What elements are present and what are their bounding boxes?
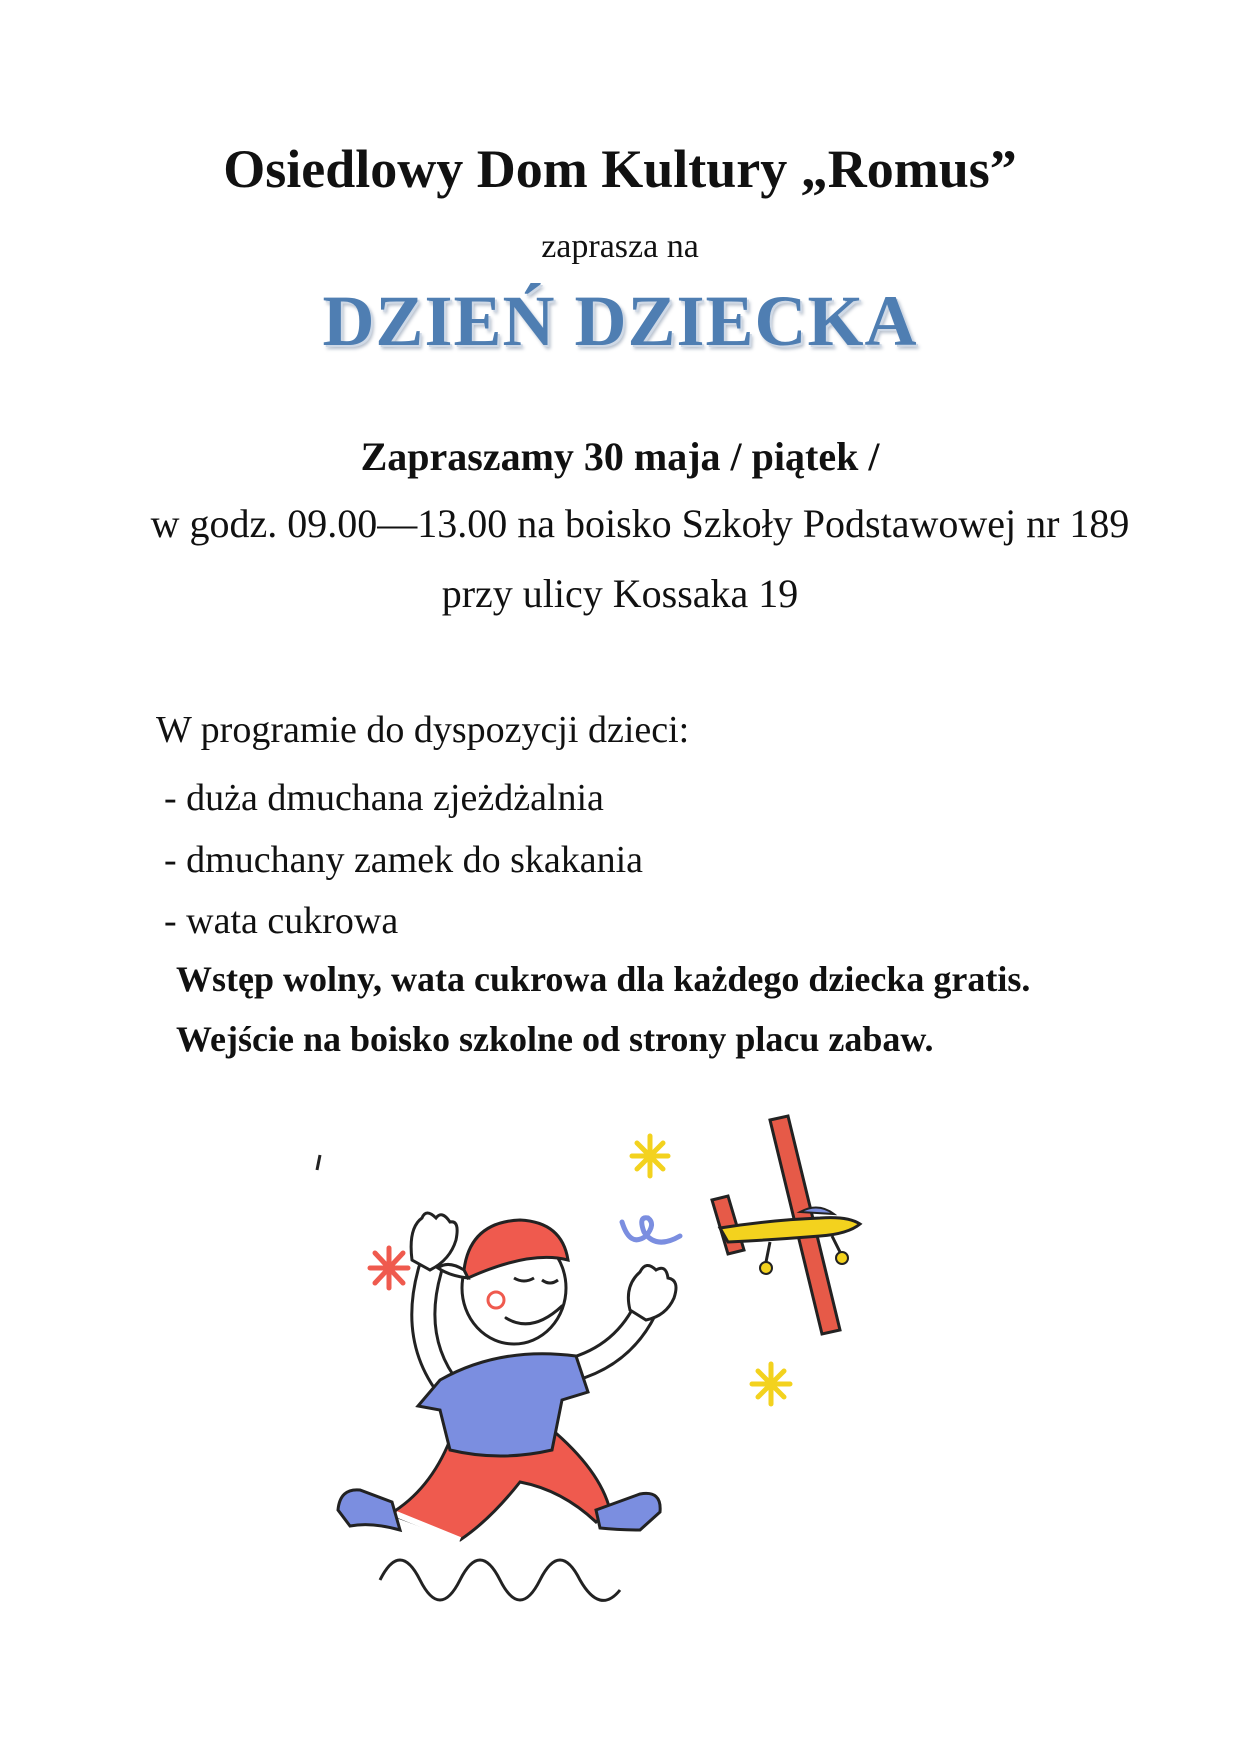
- event-title: DZIEŃ DZIECKA: [322, 281, 918, 361]
- jumping-boy-illustration: [300, 1110, 900, 1630]
- invite-text: zaprasza na: [541, 228, 699, 265]
- entry-note: Wstęp wolny, wata cukrowa dla każdego dziecka gratis.: [176, 959, 1031, 999]
- entrance-note: Wejście na boisko szkolne od strony placu zabaw.: [176, 1019, 934, 1059]
- left-shoe: [338, 1490, 400, 1530]
- right-hand: [628, 1265, 676, 1320]
- street-line: przy ulicy Kossaka 19: [441, 571, 799, 616]
- yellow-star-icon: [752, 1364, 790, 1404]
- program-item: - duża dmuchana zjeżdżalnia: [164, 777, 604, 819]
- airplane-icon: [712, 1116, 860, 1334]
- swirl-icon: [622, 1218, 680, 1242]
- tick-mark: [317, 1155, 320, 1170]
- program-item: - dmuchany zamek do skakania: [164, 839, 644, 881]
- ground-wave: [380, 1560, 620, 1600]
- red-star-icon: [370, 1248, 408, 1288]
- organization-name: Osiedlowy Dom Kultury „Romus”: [223, 139, 1017, 199]
- program-heading: W programie do dyspozycji dzieci:: [156, 709, 690, 751]
- date-line: Zapraszamy 30 maja / piątek /: [360, 434, 880, 479]
- yellow-star-icon: [632, 1136, 668, 1176]
- time-place-line: w godz. 09.00—13.00 na boisko Szkoły Podstawowej nr 189: [150, 501, 1130, 546]
- program-item: - wata cukrowa: [164, 900, 399, 942]
- left-hand: [411, 1213, 457, 1270]
